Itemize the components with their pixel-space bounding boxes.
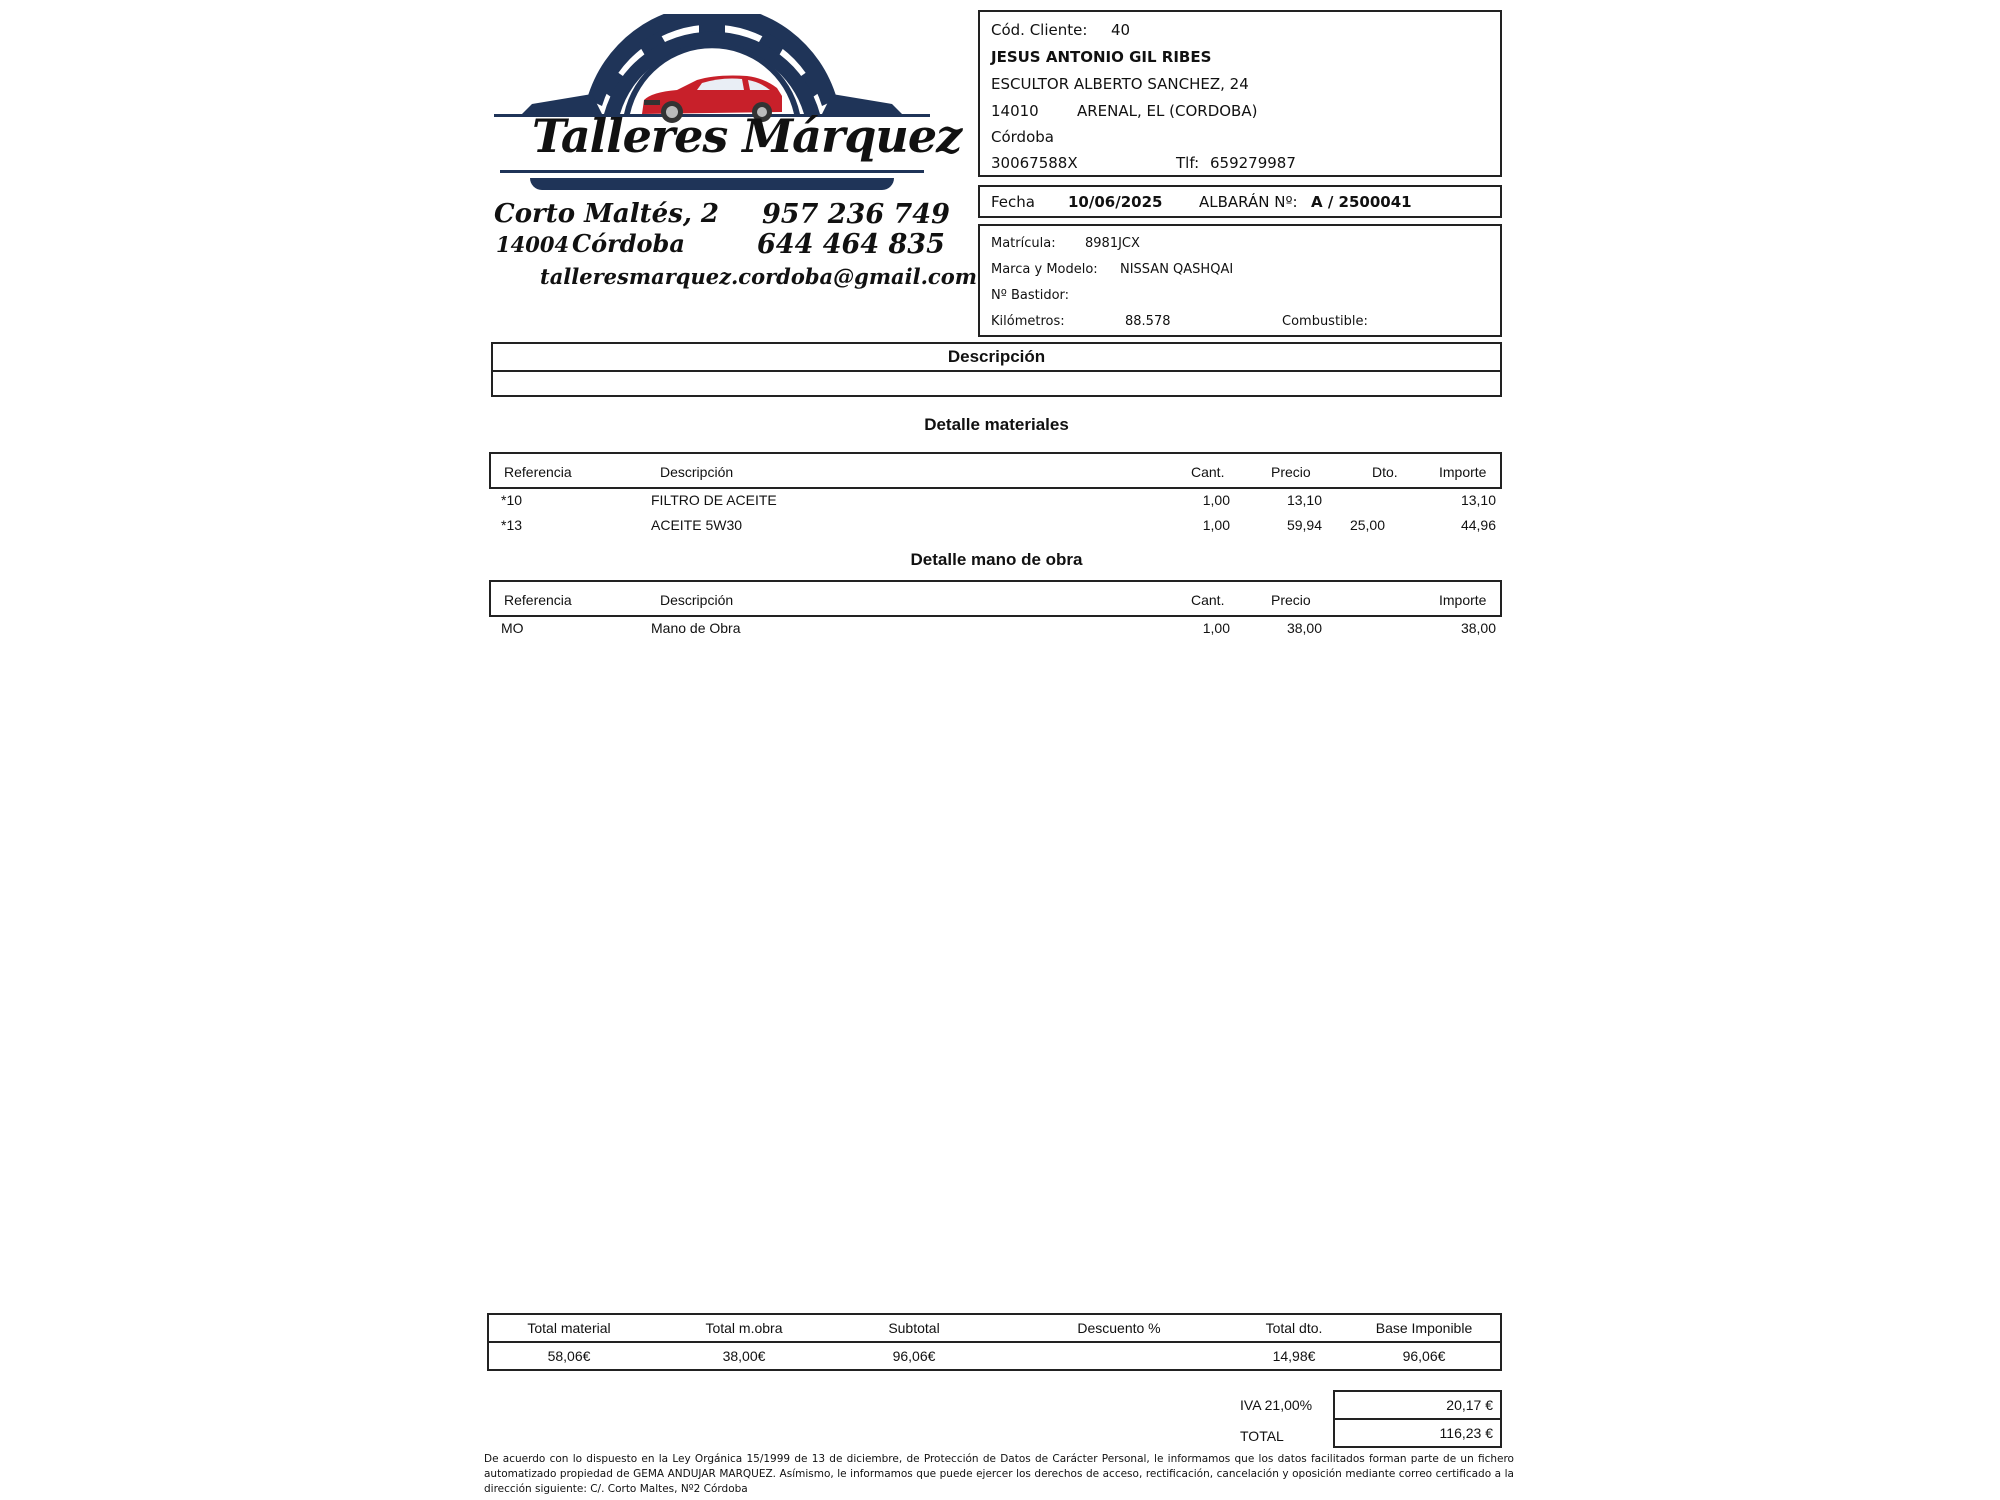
- total-material-label: Total material: [527, 1320, 611, 1336]
- col-importe: Importe: [1439, 592, 1487, 608]
- company-phone-2: 644 464 835: [757, 229, 945, 260]
- row-desc: FILTRO DE ACEITE: [651, 492, 777, 508]
- col-importe: Importe: [1439, 464, 1487, 480]
- client-phone-label: Tlf:: [1176, 154, 1200, 172]
- iva-total-divider: [1335, 1418, 1500, 1420]
- row-desc: ACEITE 5W30: [651, 517, 743, 533]
- km-value: 88.578: [1125, 314, 1171, 329]
- row-price: 59,94: [1286, 517, 1322, 533]
- materials-row: [489, 517, 1502, 539]
- tax-base-label: Base Imponible: [1375, 1320, 1473, 1336]
- total-discount-value: 14,98€: [1272, 1348, 1316, 1364]
- iva-value: 20,17 €: [1446, 1397, 1493, 1413]
- model-label: Marca y Modelo:: [991, 262, 1098, 277]
- col-referencia: Referencia: [504, 592, 572, 608]
- totals-divider: [489, 1341, 1500, 1343]
- document-number-label: ALBARÁN Nº:: [1199, 193, 1298, 211]
- subtotal-label: Subtotal: [888, 1320, 940, 1336]
- col-cant: Cant.: [1191, 592, 1225, 608]
- document-info-box: [978, 185, 1502, 218]
- materials-row: [489, 492, 1502, 514]
- legal-notice: De acuerdo con lo dispuesto en la Ley Orgánica 15/1999 de 13 de diciembre, de Protección de Datos de Carácter Personal, le informamos que los datos facilitados forman parte de un fichero automatizado propiedad de GEMA ANDUJAR MARQUEZ. Asímismo, le informamos que puede ejercer los derechos de acceso, rectificación, cancelación y oposición mediante correo certificado a la dirección siguiente: C/. Corto Maltes, Nº2 Córdoba: [484, 1453, 1514, 1495]
- iva-total-box: [1333, 1390, 1502, 1448]
- col-precio: Precio: [1271, 592, 1311, 608]
- company-postal-code: 14004: [496, 232, 570, 257]
- totals-box: [487, 1313, 1502, 1371]
- row-ref: *13: [501, 517, 523, 533]
- total-mobra-value: 38,00€: [722, 1348, 766, 1364]
- km-label: Kilómetros:: [991, 314, 1065, 329]
- vin-label: Nº Bastidor:: [991, 288, 1070, 303]
- col-descripcion: Descripción: [660, 464, 734, 480]
- company-city: Córdoba: [572, 229, 685, 258]
- document-date: 10/06/2025: [1068, 193, 1163, 211]
- row-qty: 1,00: [1202, 620, 1230, 636]
- labour-title: Detalle mano de obra: [910, 550, 1083, 569]
- description-header: Descripción: [947, 347, 1046, 366]
- logo-underline: [500, 170, 924, 173]
- col-dto: Dto.: [1372, 464, 1398, 480]
- fuel-label: Combustible:: [1282, 314, 1368, 329]
- company-address-line1: Corto Maltés, 2: [494, 199, 720, 229]
- grand-total-label: TOTAL: [1240, 1428, 1284, 1444]
- client-name: JESUS ANTONIO GIL RIBES: [991, 48, 1212, 66]
- client-province: Córdoba: [991, 128, 1054, 146]
- total-discount-label: Total dto.: [1265, 1320, 1323, 1336]
- company-email: talleresmarquez.cordoba@gmail.com: [540, 264, 977, 289]
- company-name: Talleres Márquez: [532, 109, 962, 163]
- vehicle-info-box: [978, 224, 1502, 337]
- date-label: Fecha: [991, 193, 1035, 211]
- row-disc: 25,00: [1349, 517, 1385, 533]
- row-ref: MO: [501, 620, 524, 636]
- row-price: 13,10: [1286, 492, 1322, 508]
- col-precio: Precio: [1271, 464, 1311, 480]
- row-amount: 13,10: [1460, 492, 1496, 508]
- labour-row: [489, 620, 1502, 642]
- col-descripcion: Descripción: [660, 592, 734, 608]
- materials-header: [489, 452, 1502, 489]
- row-amount: 44,96: [1460, 517, 1496, 533]
- row-desc: Mano de Obra: [651, 620, 741, 636]
- row-qty: 1,00: [1202, 492, 1230, 508]
- materials-title: Detalle materiales: [924, 415, 1069, 434]
- tax-base-value: 96,06€: [1402, 1348, 1446, 1364]
- description-box: [491, 342, 1502, 397]
- company-phone-1: 957 236 749: [762, 199, 950, 230]
- client-nif: 30067588X: [991, 154, 1078, 172]
- grand-total-value: 116,23 €: [1439, 1425, 1493, 1441]
- logo-base-bar: [530, 178, 894, 190]
- plate-label: Matrícula:: [991, 236, 1056, 251]
- document-number: A / 2500041: [1311, 193, 1412, 211]
- company-logo: [492, 14, 977, 304]
- client-postal-code: 14010: [991, 102, 1039, 120]
- client-code: 40: [1111, 21, 1131, 39]
- subtotal-value: 96,06€: [892, 1348, 936, 1364]
- model-value: NISSAN QASHQAI: [1120, 262, 1234, 277]
- labour-header: [489, 580, 1502, 617]
- col-cant: Cant.: [1191, 464, 1225, 480]
- discount-pct-label: Descuento %: [1077, 1320, 1161, 1336]
- iva-label: IVA 21,00%: [1240, 1397, 1313, 1413]
- row-price: 38,00: [1286, 620, 1322, 636]
- total-mobra-label: Total m.obra: [705, 1320, 783, 1336]
- col-referencia: Referencia: [504, 464, 572, 480]
- row-qty: 1,00: [1202, 517, 1230, 533]
- description-divider: [493, 370, 1500, 372]
- client-info-box: [978, 10, 1502, 177]
- row-amount: 38,00: [1460, 620, 1496, 636]
- client-code-label: Cód. Cliente:: [991, 21, 1088, 39]
- row-ref: *10: [501, 492, 523, 508]
- client-street: ESCULTOR ALBERTO SANCHEZ, 24: [991, 75, 1249, 93]
- total-material-value: 58,06€: [547, 1348, 591, 1364]
- client-locality: ARENAL, EL (CORDOBA): [1077, 102, 1258, 120]
- client-phone: 659279987: [1210, 154, 1296, 172]
- plate-value: 8981JCX: [1085, 236, 1140, 251]
